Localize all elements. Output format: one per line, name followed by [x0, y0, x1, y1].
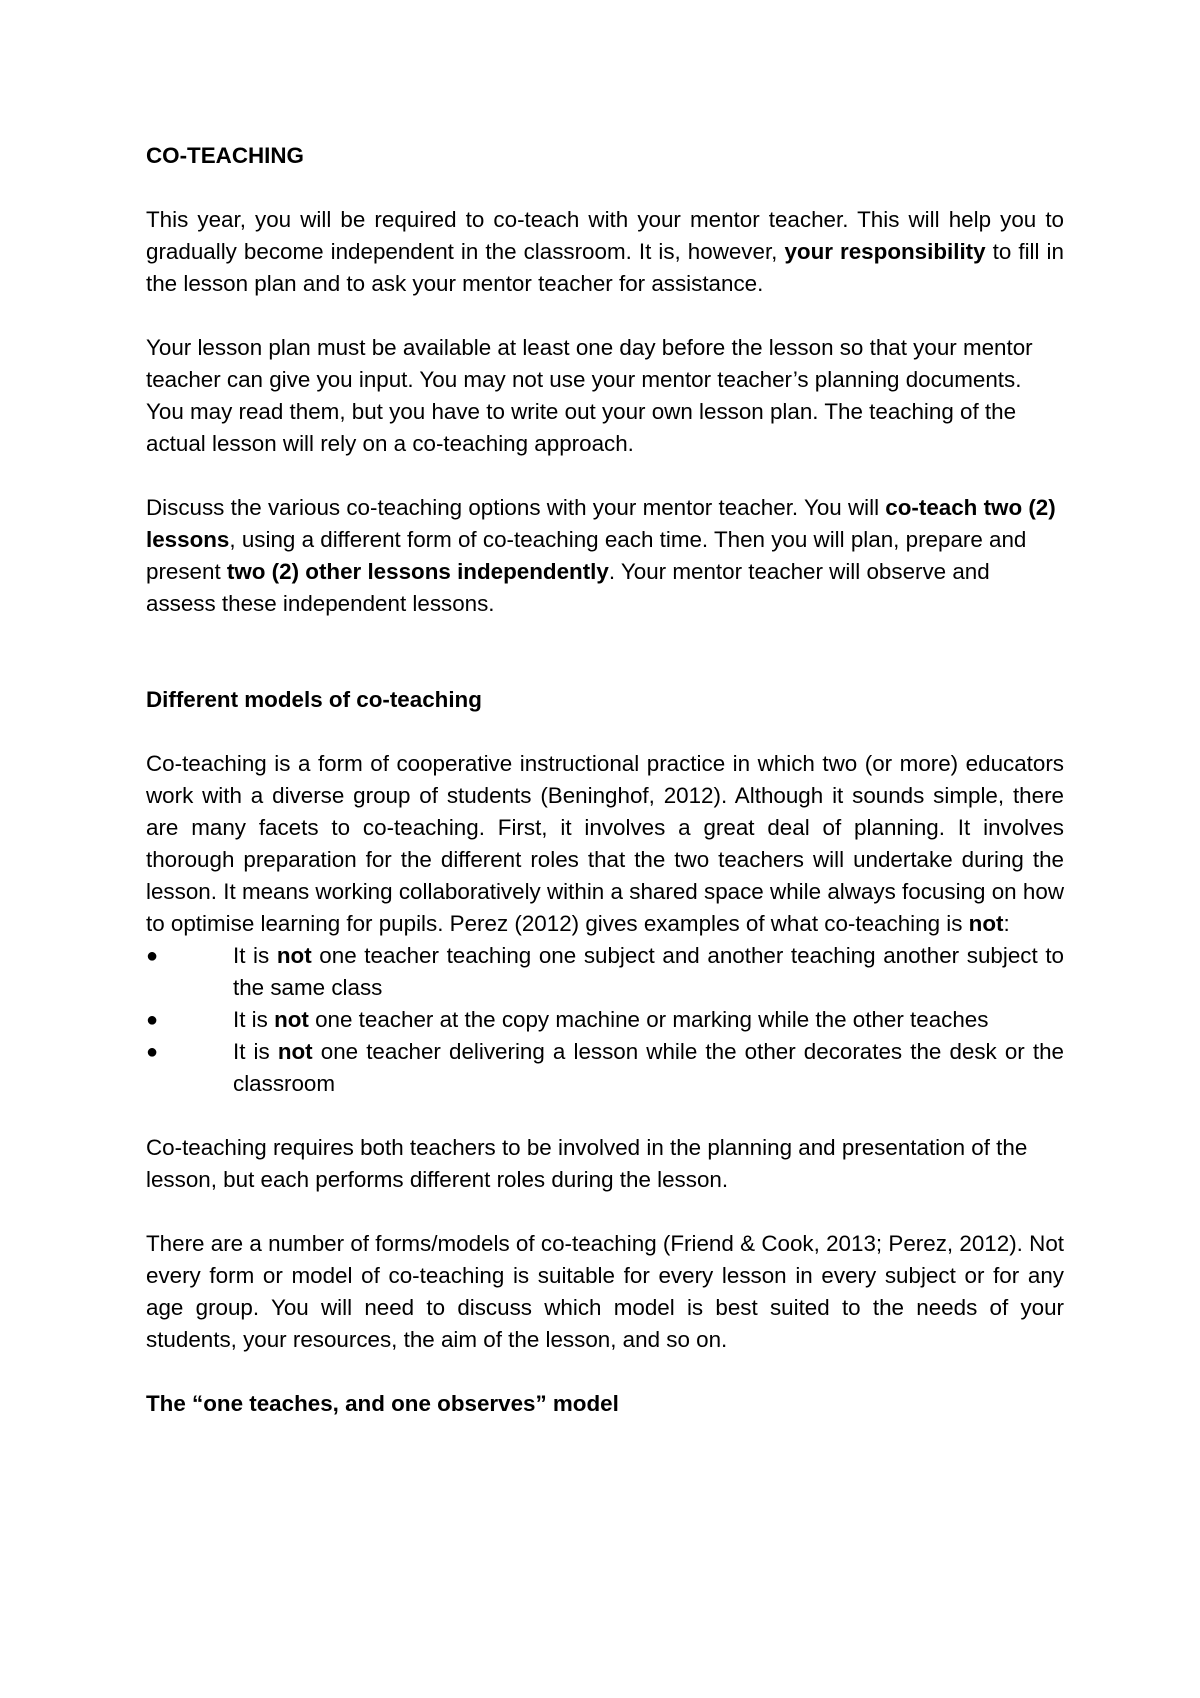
list-item: [146, 940, 1064, 1004]
text-run: . Your mentor teacher will observe and assess these independent lessons.: [146, 559, 990, 616]
bold-text: not: [276, 943, 312, 968]
text-run: It is: [233, 943, 277, 968]
section-heading-one-teaches-one-observes: The “one teaches, and one observes” model: [146, 1391, 619, 1416]
bullet-icon: ●: [146, 945, 159, 967]
bold-text: co-teach two (2) lessons: [146, 495, 1056, 552]
bold-text: your responsibility: [784, 239, 986, 264]
bold-text: not: [277, 1039, 313, 1064]
not-co-teaching-list: [146, 940, 1064, 1100]
list-item: [146, 1004, 1064, 1036]
section-heading-models: Different models of co-teaching: [146, 687, 482, 712]
text-run: Co-teaching is a form of cooperative instructional practice in which two (or more) educators work with a diverse group of students (Beninghof, 2012). Although it sounds simple, there are many facets to co-teaching. First, it involves a great deal of planning. It involves thorough preparation for the different roles that the two teachers will undertake during the lesson. It means working collaboratively within a shared space while always focusing on how to optimise learning for pupils. Perez (2012) gives examples of what co-teaching is: [146, 751, 1064, 936]
lesson-plan-paragraph: Your lesson plan must be available at least one day before the lesson so that your mentor teacher can give you input. You may not use your mentor teacher’s planning documents. You may read them, but you have to write out your own lesson plan. The teaching of the actual lesson will rely on a co-teaching approach.: [146, 335, 1033, 456]
co-teaching-options-paragraph: [146, 492, 1064, 620]
text-run: to fill in the lesson plan and to ask your mentor teacher for assistance.: [146, 239, 1064, 296]
bullet-icon: ●: [146, 1041, 159, 1063]
co-teaching-definition-paragraph: [146, 748, 1064, 940]
list-item: [146, 1036, 1064, 1100]
requirements-paragraph: Co-teaching requires both teachers to be involved in the planning and presentation of the lesson, but each performs different roles during the lesson.: [146, 1135, 1028, 1192]
text-run: one teacher at the copy machine or marking while the other teaches: [308, 1007, 989, 1032]
text-run: Discuss the various co-teaching options with your mentor teacher. You will: [146, 495, 886, 520]
text-run: , using a different form of co-teaching each time. Then you will plan, prepare and present: [146, 527, 1027, 584]
bold-text: not: [274, 1007, 309, 1032]
text-run: one teacher delivering a lesson while the other decorates the desk or the classroom: [233, 1039, 1064, 1096]
models-paragraph: There are a number of forms/models of co-teaching (Friend & Cook, 2013; Perez, 2012). Not every form or model of co-teaching is suitable for every lesson in every subject or for any age group. You will need to discuss which model is best suited to the needs of your students, your resources, the aim of the lesson, and so on.: [146, 1231, 1064, 1352]
text-run: It is: [233, 1039, 278, 1064]
bold-text: not: [968, 911, 1004, 936]
blank-line: [146, 652, 1064, 684]
text-run: one teacher teaching one subject and another teaching another subject to the same class: [233, 943, 1064, 1000]
document-page: [146, 140, 1064, 1452]
bold-text: two (2) other lessons independently: [226, 559, 609, 584]
document-title: CO-TEACHING: [146, 143, 304, 168]
bullet-icon: ●: [146, 1009, 159, 1031]
text-run: It is: [233, 1007, 275, 1032]
text-run: :: [1003, 911, 1010, 936]
intro-paragraph: [146, 204, 1064, 300]
text-run: This year, you will be required to co-teach with your mentor teacher. This will help you to gradually become independent in the classroom. It is, however,: [146, 207, 1064, 264]
